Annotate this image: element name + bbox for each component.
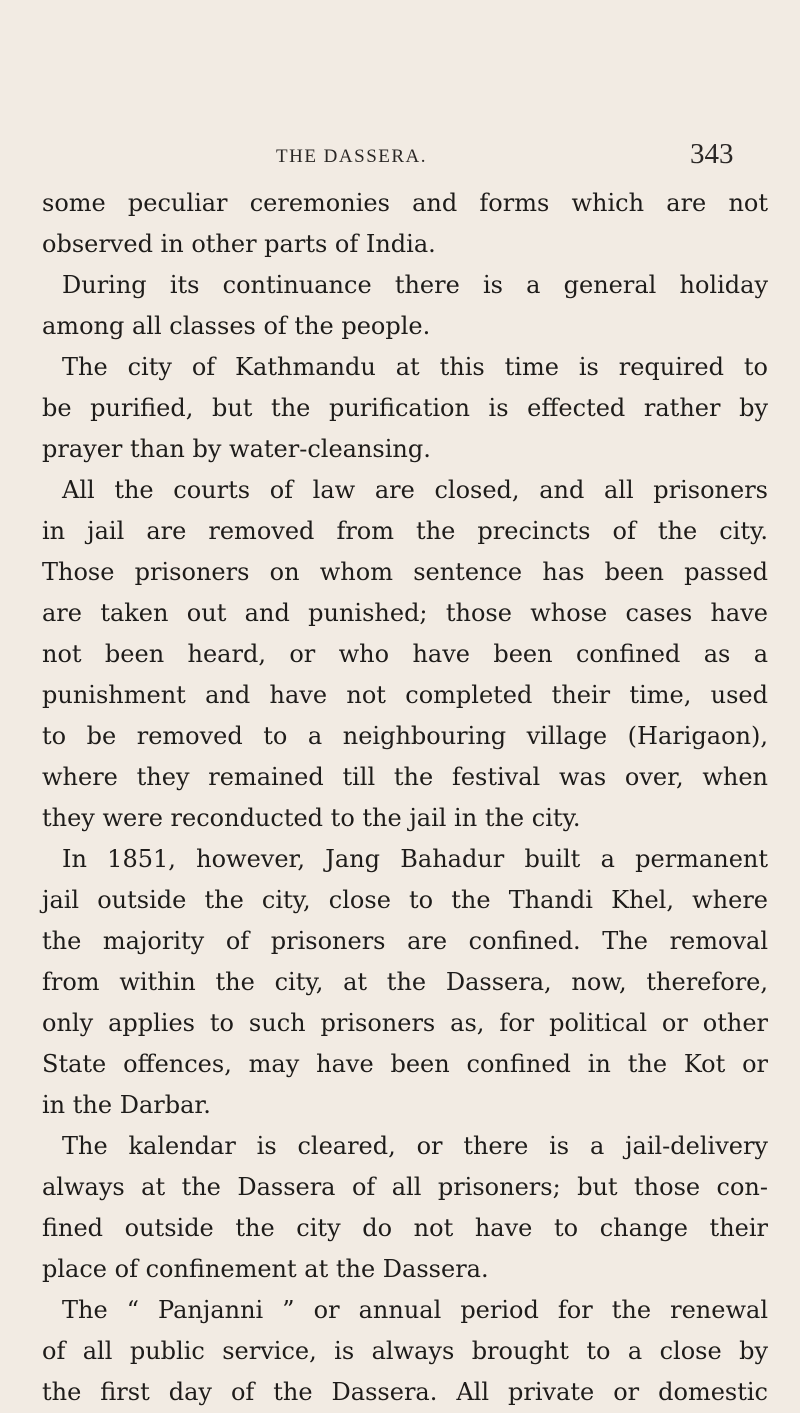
- text-line: in the Darbar.: [42, 1091, 211, 1119]
- text-line: jail outside the city, close to the Thandi Khel, where: [42, 886, 768, 914]
- text-line: fined outside the city do not have to change their: [42, 1214, 768, 1242]
- text-line: be purified, but the purification is effected rather by: [42, 394, 768, 422]
- text-line: The city of Kathmandu at this time is required to: [62, 353, 768, 381]
- text-line: always at the Dassera of all prisoners; but those con-: [42, 1173, 768, 1201]
- text-line: some peculiar ceremonies and forms which are not: [42, 189, 768, 217]
- text-line: from within the city, at the Dassera, now, therefore,: [42, 968, 768, 996]
- text-line: only applies to such prisoners as, for political or other: [42, 1009, 768, 1037]
- text-line: the first day of the Dassera. All private or domestic: [42, 1378, 768, 1406]
- text-line: State offences, may have been confined in the Kot or: [42, 1050, 768, 1078]
- text-line: where they remained till the festival was over, when: [42, 763, 768, 791]
- text-line: in jail are removed from the precincts of the city.: [42, 517, 768, 545]
- text-line: The “ Panjanni ” or annual period for the renewal: [62, 1296, 768, 1324]
- text-line: place of confinement at the Dassera.: [42, 1255, 489, 1283]
- text-line: of all public service, is always brought to a close by: [42, 1337, 768, 1365]
- body-text: [42, 183, 768, 1413]
- text-line: The kalendar is cleared, or there is a jail-delivery: [62, 1132, 768, 1160]
- text-line: are taken out and punished; those whose cases have: [42, 599, 768, 627]
- text-line: to be removed to a neighbouring village (Harigaon),: [42, 722, 768, 750]
- text-line: not been heard, or who have been confined as a: [42, 640, 768, 668]
- page-number: 343: [690, 138, 734, 170]
- text-line: observed in other parts of India.: [42, 230, 436, 258]
- text-line: During its continuance there is a general holiday: [62, 271, 768, 299]
- text-line: Those prisoners on whom sentence has been passed: [42, 558, 768, 586]
- text-line: among all classes of the people.: [42, 312, 431, 340]
- text-line: punishment and have not completed their time, used: [42, 681, 768, 709]
- text-line: the majority of prisoners are confined. The removal: [42, 927, 768, 955]
- text-line: In 1851, however, Jang Bahadur built a permanent: [62, 845, 768, 873]
- text-line: prayer than by water-cleansing.: [42, 435, 431, 463]
- text-line: they were reconducted to the jail in the city.: [42, 804, 581, 832]
- running-title: THE DASSERA.: [276, 146, 428, 167]
- running-head: [0, 138, 800, 178]
- text-line: All the courts of law are closed, and all prisoners: [62, 476, 768, 504]
